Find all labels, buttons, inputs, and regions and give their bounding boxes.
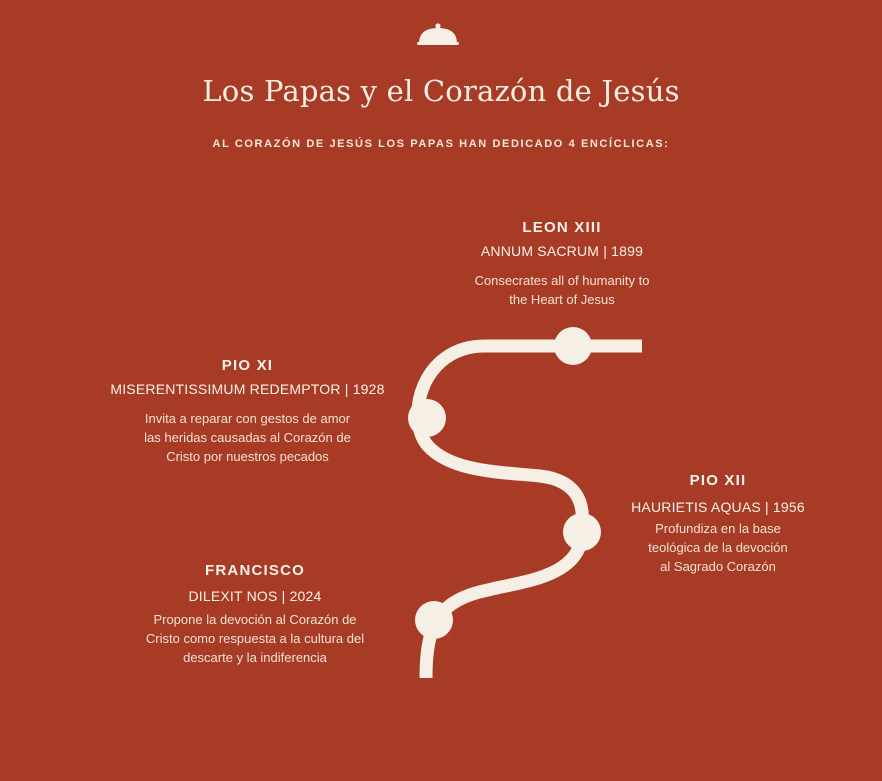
encyclical-pio-xii [588,472,848,576]
encyclical-title: HAURIETIS AQUAS | 1956 [631,499,805,515]
encyclical-title: DILEXIT NOS | 2024 [188,588,322,604]
encyclical-description [70,409,425,466]
pope-name: PIO XII [689,472,747,489]
timeline-node-1899 [554,327,592,365]
encyclical-description [588,519,848,576]
description-line: descarte y la indiferencia [183,650,327,665]
encyclical-description [95,610,415,667]
description-line: Profundiza en la base [655,521,781,536]
page-title: Los Papas y el Corazón de Jesús [202,74,680,108]
timeline-node-2024 [415,601,453,639]
description-line: al Sagrado Corazón [660,559,776,574]
pope-name: PIO XI [221,357,274,374]
encyclical-leon-xiii [412,219,712,309]
description-line: Cristo por nuestros pecados [166,449,329,464]
encyclical-francisco [95,562,415,667]
encyclical-title: ANNUM SACRUM | 1899 [480,243,644,259]
pope-name: FRANCISCO [205,562,305,579]
description-line: teológica de la devoción [648,540,788,555]
encyclical-title: MISERENTISSIMUM REDEMPTOR | 1928 [110,381,385,397]
page-subtitle: AL CORAZÓN DE JESÚS LOS PAPAS HAN DEDICADO 4 ENCÍCLICAS: [212,138,670,150]
description-line: Propone la devoción al Corazón de [153,612,357,627]
pope-name: LEON XIII [522,219,602,236]
description-line: Cristo como respuesta a la cultura del [145,631,365,646]
description-line: Consecrates all of humanity to [474,273,650,288]
encyclical-description [412,271,712,309]
description-line: the Heart of Jesus [509,292,615,307]
encyclical-pio-xi [70,357,425,466]
description-line: Invita a reparar con gestos de amor [144,411,351,426]
description-line: las heridas causadas al Corazón de [144,430,351,445]
